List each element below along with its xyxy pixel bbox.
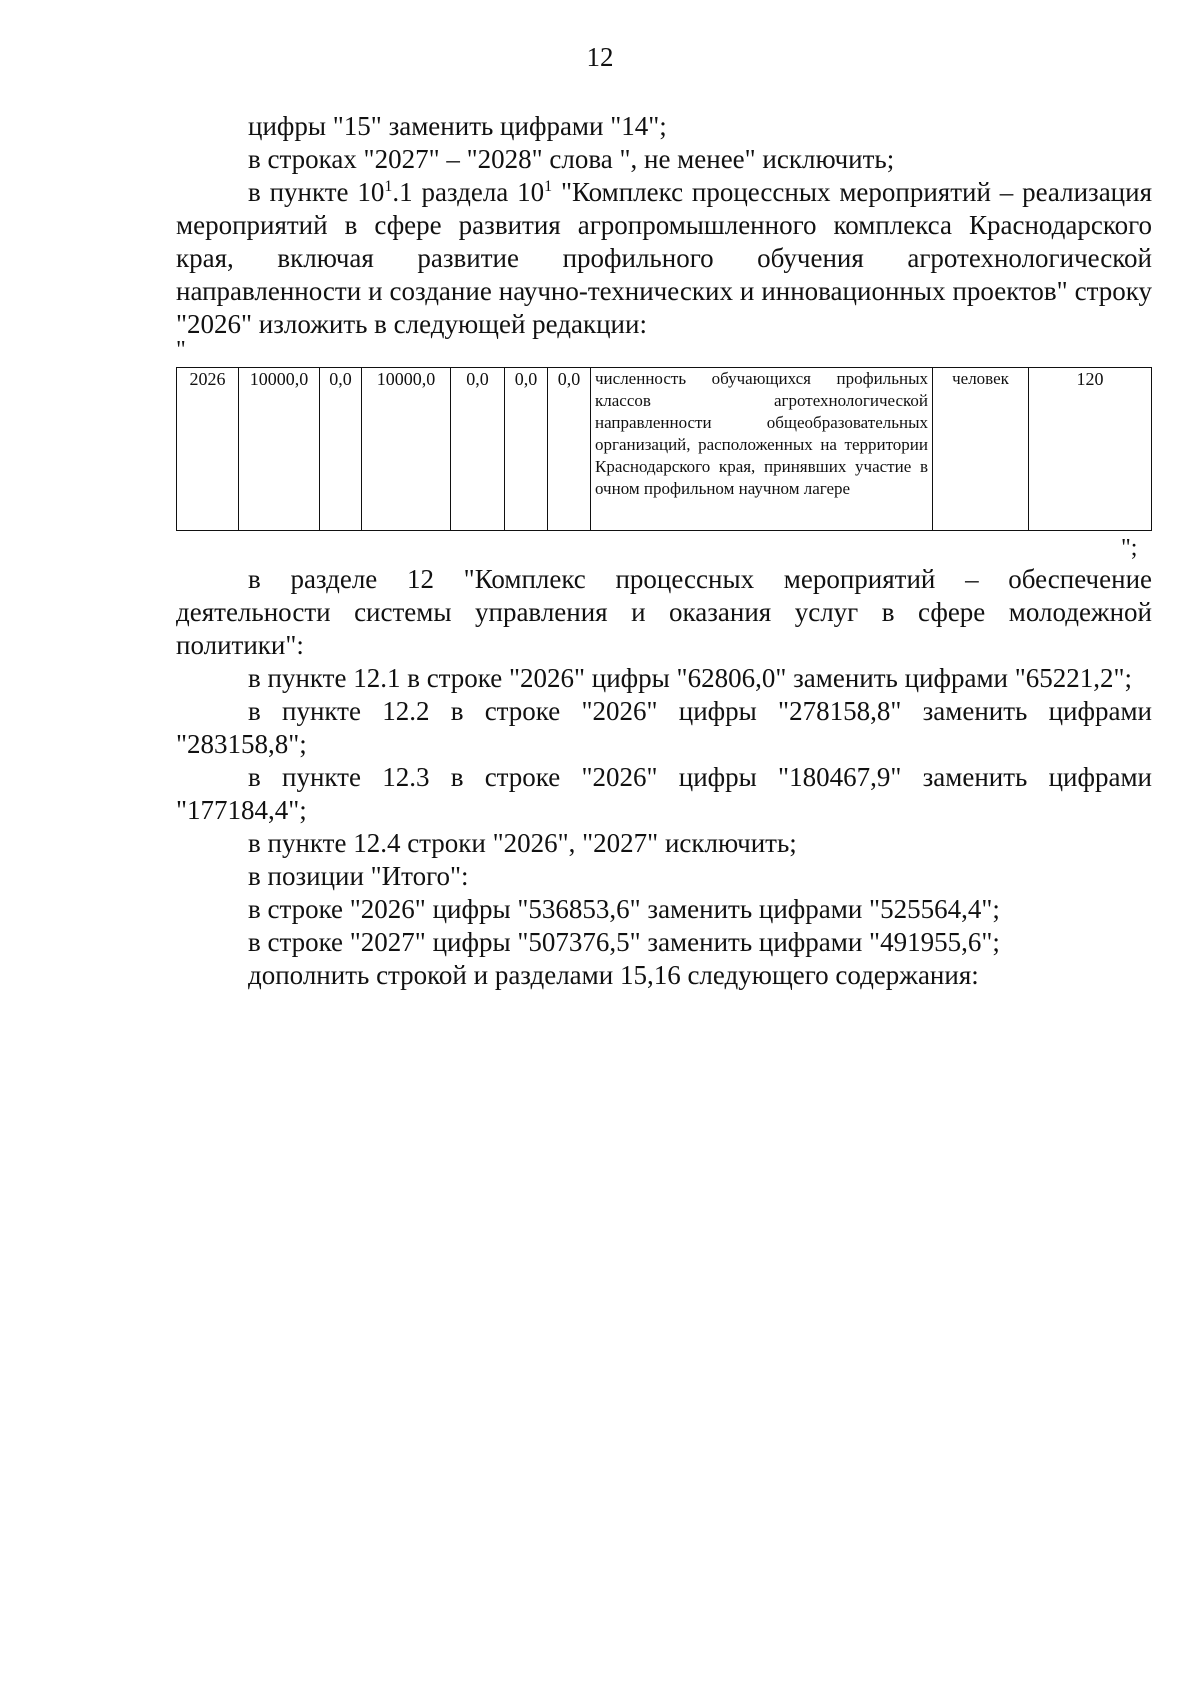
paragraph-section-12: в разделе 12 "Комплекс процессных мероприятий – обеспечение деятельности системы управления и оказания услуг в сфере молодежной политики": — [176, 564, 1152, 660]
superscript-2: 1 — [544, 178, 553, 195]
paragraph-item-12-2: в пункте 12.2 в строке "2026" цифры "278158,8" заменить цифрами "283158,8"; — [176, 696, 1152, 759]
table-row — [177, 368, 1152, 531]
cell-unit: человек — [933, 368, 1029, 531]
cell-col-4: 10000,0 — [362, 368, 451, 531]
paragraph-total-position: в позиции "Итого": — [248, 861, 469, 891]
paragraph-item-12-1: в пункте 12.1 в строке "2026" цифры "62806,0" заменить цифрами "65221,2"; — [248, 663, 1133, 693]
cell-col-6: 0,0 — [505, 368, 548, 531]
opening-quote: " — [176, 337, 186, 363]
cell-value: 120 — [1029, 368, 1152, 531]
paragraph-digits-replace: цифры "15" заменить цифрами "14"; — [248, 111, 667, 141]
section-ref-text-3: "Комплекс процессных мероприятий – реализация мероприятий в сфере развития агропромышленного комплекса Краснодарского края, включая развитие профильного обучения агротехнологической направленности и создание научно-технических и инновационных проектов" строку "2026" изложить в следующей редакции: — [176, 177, 1152, 339]
paragraph-section-10-1 — [176, 176, 1152, 341]
cell-col-7: 0,0 — [548, 368, 591, 531]
paragraph-supplement: дополнить строкой и разделами 15,16 следующего содержания: — [248, 960, 979, 990]
amendments-block-bottom — [176, 563, 1152, 992]
cell-col-3: 0,0 — [320, 368, 362, 531]
superscript-1: 1 — [384, 178, 393, 195]
amendments-block-top — [176, 110, 1152, 341]
paragraph-rows-words-exclude: в строках "2027" – "2028" слова ", не менее" исключить; — [248, 144, 895, 174]
paragraph-item-12-4: в пункте 12.4 строки "2026", "2027" исключить; — [248, 828, 797, 858]
section-ref-text-1: в пункте 10 — [248, 177, 385, 207]
section-ref-text-2: .1 раздела 10 — [392, 177, 545, 207]
closing-quote: "; — [1121, 535, 1138, 561]
cell-col-5: 0,0 — [451, 368, 505, 531]
paragraph-item-12-3: в пункте 12.3 в строке "2026" цифры "180467,9" заменить цифрами "177184,4"; — [176, 762, 1152, 825]
cell-indicator: численность обучающихся профильных классов агротехнологической направленности общеобразовательных организаций, расположенных на территории Краснодарского края, принявших участие в очном профильном научном лагере — [591, 368, 933, 531]
page-number: 12 — [586, 42, 614, 72]
paragraph-total-2027: в строке "2027" цифры "507376,5" заменить цифрами "491955,6"; — [248, 927, 1000, 957]
inserted-row-table — [176, 367, 1152, 531]
cell-total: 10000,0 — [239, 368, 320, 531]
cell-year: 2026 — [177, 368, 239, 531]
paragraph-total-2026: в строке "2026" цифры "536853,6" заменить цифрами "525564,4"; — [248, 894, 1000, 924]
